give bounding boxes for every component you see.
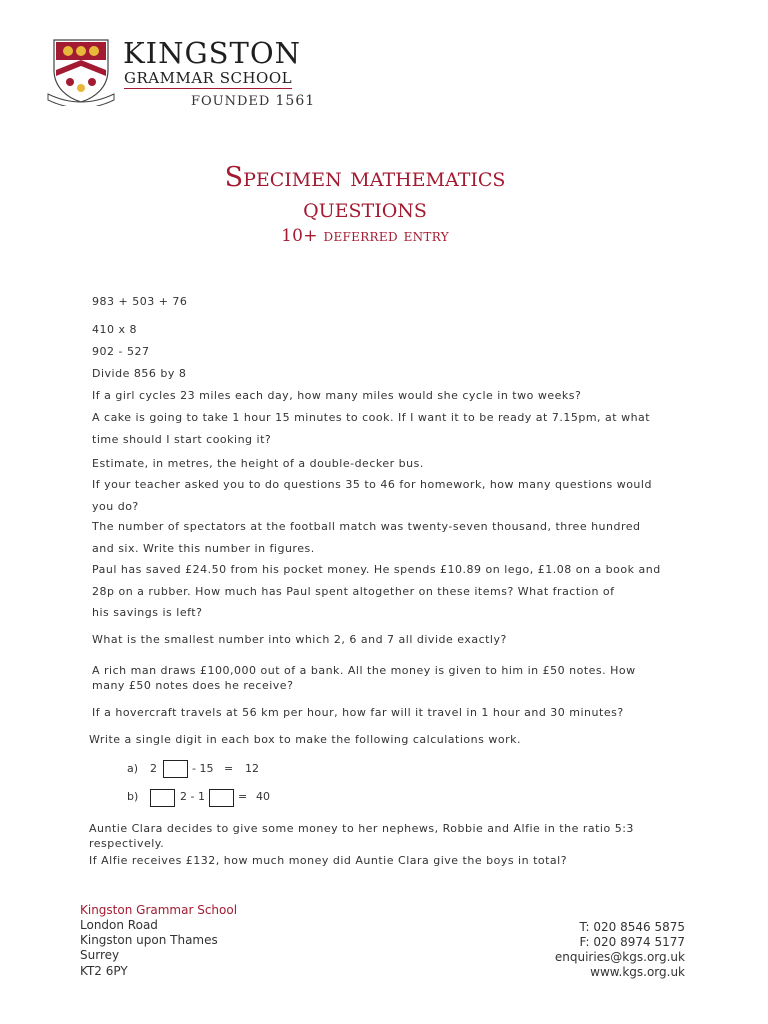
question-1: 983 + 503 + 76 [92,295,188,308]
question-15-line-3: If Alfie receives £132, how much money did Auntie Clara give the boys in total? [89,854,568,867]
question-3: 902 - 527 [92,345,150,358]
question-11: What is the smallest number into which 2, 6 and 7 all divide exactly? [92,633,507,646]
page-title-line-2: questions [303,193,427,224]
calc-b-label: b) [127,790,139,803]
question-15-line-1: Auntie Clara decides to give some money to her nephews, Robbie and Alfie in the ratio 5:3 [89,822,634,835]
question-10-line-2: 28p on a rubber. How much has Paul spent altogether on these items? What fraction of [92,585,615,598]
question-8-line-1: If your teacher asked you to do questions 35 to 46 for homework, how many questions would [92,478,652,491]
footer-phone: T: 020 8546 5875 [579,920,685,934]
school-crest-logo [46,36,116,106]
question-12-line-1: A rich man draws £100,000 out of a bank. All the money is given to him in £50 notes. How [92,664,636,677]
question-10-line-1: Paul has saved £24.50 from his pocket money. He spends £10.89 on lego, £1.08 on a book and [92,563,661,576]
question-6-line-2: time should I start cooking it? [92,433,272,446]
page-title-line-1: Specimen mathematics [224,162,506,193]
footer-postcode: KT2 6PY [80,964,128,978]
founded-line [191,93,315,109]
question-2: 410 x 8 [92,323,137,336]
calc-b-equals: = [238,790,248,803]
footer-address-line-2: Kingston upon Thames [80,933,218,947]
question-7: Estimate, in metres, the height of a double-decker bus. [92,457,424,470]
calc-a-digit-box[interactable] [163,760,188,778]
calc-a-operation: - 15 [192,762,214,775]
footer-email-link[interactable]: enquiries@kgs.org.uk [554,950,685,964]
footer-address-line-1: London Road [80,918,158,932]
question-6-line-1: A cake is going to take 1 hour 15 minutes to cook. If I want it to be ready at 7.15pm, at what [92,411,651,424]
footer-website-link[interactable]: www.kgs.org.uk [590,965,685,979]
calc-a-result: 12 [245,762,259,775]
calc-b-digit-box-1[interactable] [150,789,175,807]
founded-label: FOUNDED [191,94,271,109]
question-13: If a hovercraft travels at 56 km per hour, how far will it travel in 1 hour and 30 minutes? [92,706,624,719]
calc-b-digit-box-2[interactable] [209,789,234,807]
question-14: Write a single digit in each box to make the following calculations work. [89,733,521,746]
calc-a-label: a) [127,762,139,775]
question-5: If a girl cycles 23 miles each day, how many miles would she cycle in two weeks? [92,389,582,402]
question-9-line-2: and six. Write this number in figures. [92,542,315,555]
question-9-line-1: The number of spectators at the football match was twenty-seven thousand, three hundred [92,520,641,533]
calc-b-middle: 2 - 1 [180,790,205,803]
question-15-line-2: respectively. [89,837,165,850]
calc-b-result: 40 [256,790,270,803]
page-subtitle: 10+ deferred entry [281,226,449,246]
question-12-line-2: many £50 notes does he receive? [92,679,294,692]
footer-school-name: Kingston Grammar School [80,903,238,917]
brand-divider [124,88,292,89]
founded-year: 1561 [275,93,316,109]
question-8-line-2: you do? [92,500,139,513]
question-4: Divide 856 by 8 [92,367,187,380]
calc-a-equals: = [224,762,234,775]
school-name-sub: GRAMMAR SCHOOL [124,69,293,87]
calc-a-lead-digit: 2 [150,762,157,775]
question-10-line-3: his savings is left? [92,606,203,619]
footer-fax: F: 020 8974 5177 [579,935,685,949]
school-name: KINGSTON [123,36,302,70]
footer-address-line-3: Surrey [80,948,120,962]
